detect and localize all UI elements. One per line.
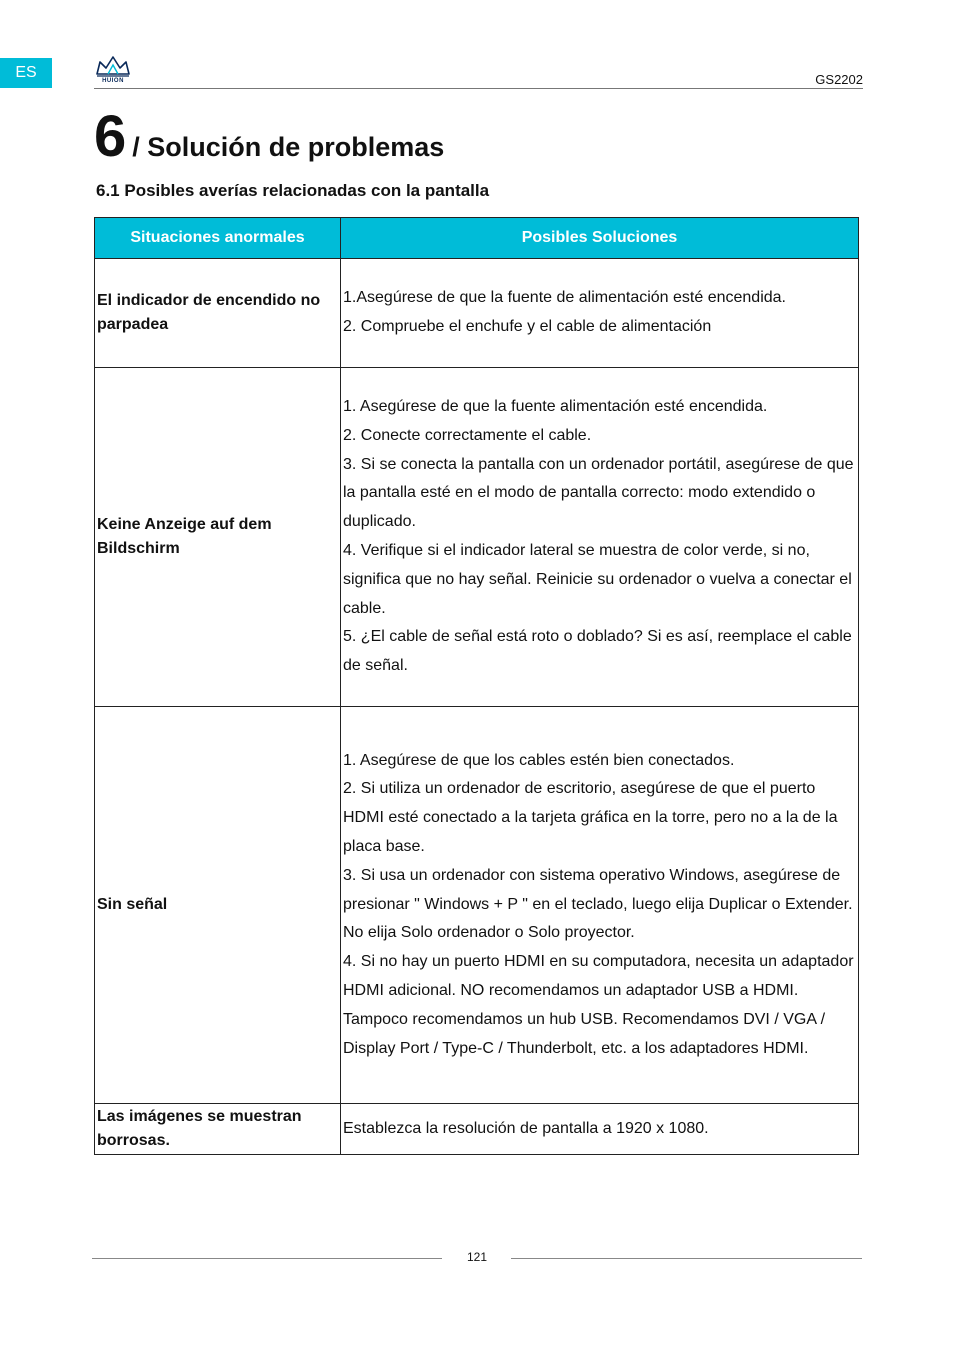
- model-number: GS2202: [815, 72, 863, 87]
- header-possible-solutions: Posibles Soluciones: [341, 218, 859, 259]
- section-title: 6.1 Posibles averías relacionadas con la pantalla: [96, 181, 490, 200]
- table-row: [95, 707, 859, 1104]
- solution-line: 2. Conecte correctamente el cable.: [343, 426, 592, 444]
- chapter-title: / Solución de problemas: [132, 132, 445, 162]
- solution-line: 2. Compruebe el enchufe y el cable de alimentación: [343, 318, 712, 335]
- language-tab: ES: [0, 58, 52, 88]
- footer-divider-left: [92, 1258, 442, 1259]
- chapter-number: 6: [94, 104, 127, 169]
- solution-line: 2. Si utiliza un ordenador de escritorio, asegúrese de que el puerto HDMI esté conectado a la tarjeta gráfica en la torre, pero no a la de la placa base.: [343, 780, 838, 855]
- solution-cell: [341, 1104, 859, 1155]
- table-row: [95, 259, 859, 368]
- solution-line: 4. Verifique si el indicador lateral se muestra de color verde, si no, significa que no hay señal. Reinicie su ordenador o vuelva a conectar el cable.: [343, 542, 852, 617]
- solution-line: 3. Si usa un ordenador con sistema operativo Windows, asegúrese de presionar " Windows + P " en el teclado, luego elija Duplicar o Extender. No elija Solo ordenador o Solo proyector.: [343, 866, 853, 942]
- chapter-heading: [94, 104, 445, 169]
- condition-text: Sin señal: [97, 896, 168, 913]
- solution-line: 4. Si no hay un puerto HDMI en su computadora, necesita un adaptador HDMI adicional. NO recomendamos un adaptador USB a HDMI. Tampoco recomendamos un hub USB. Recomendamos DVI / VGA / Display Port / Type-C / Thunderbolt, etc. a los adaptadores HDMI.: [343, 953, 854, 1057]
- crown-icon: [94, 54, 132, 78]
- solution-line: 1. Asegúrese de que la fuente alimentación esté encendida.: [343, 398, 768, 416]
- table-header-row: [95, 218, 859, 259]
- table-row: [95, 1104, 859, 1155]
- condition-cell: [95, 259, 341, 368]
- solution-cell: [341, 368, 859, 707]
- condition-cell: [95, 368, 341, 707]
- troubleshooting-table: [94, 217, 859, 1155]
- header-abnormal-situations: Situaciones anormales: [95, 218, 341, 259]
- condition-text: Las imágenes se muestran borrosas.: [97, 1108, 302, 1149]
- solution-line: 3. Si se conecta la pantalla con un ordenador portátil, asegúrese de que la pantalla esté en el modo de pantalla correcto: modo extendido o duplicado.: [343, 455, 854, 531]
- condition-text: El indicador de encendido no parpadea: [97, 292, 321, 333]
- solution-line: 1. Asegúrese de que los cables estén bien conectados.: [343, 751, 735, 769]
- solution-line: 1.Asegúrese de que la fuente de alimentación esté encendida.: [343, 289, 786, 307]
- brand-name: HUION: [102, 78, 124, 84]
- huion-logo: [94, 54, 132, 86]
- solution-cell: [341, 707, 859, 1104]
- solution-cell: [341, 259, 859, 368]
- page-number: 121: [466, 1250, 488, 1264]
- table-row: [95, 368, 859, 707]
- condition-cell: [95, 707, 341, 1104]
- footer-divider-right: [511, 1258, 862, 1259]
- solution-line: 5. ¿El cable de señal está roto o doblado? Si es así, reemplace el cable de señal.: [343, 628, 852, 675]
- solution-line: Establezca la resolución de pantalla a 1920 x 1080.: [343, 1119, 709, 1137]
- condition-cell: [95, 1104, 341, 1155]
- header-divider: [94, 88, 863, 89]
- condition-text: Keine Anzeige auf dem Bildschirm: [97, 516, 272, 557]
